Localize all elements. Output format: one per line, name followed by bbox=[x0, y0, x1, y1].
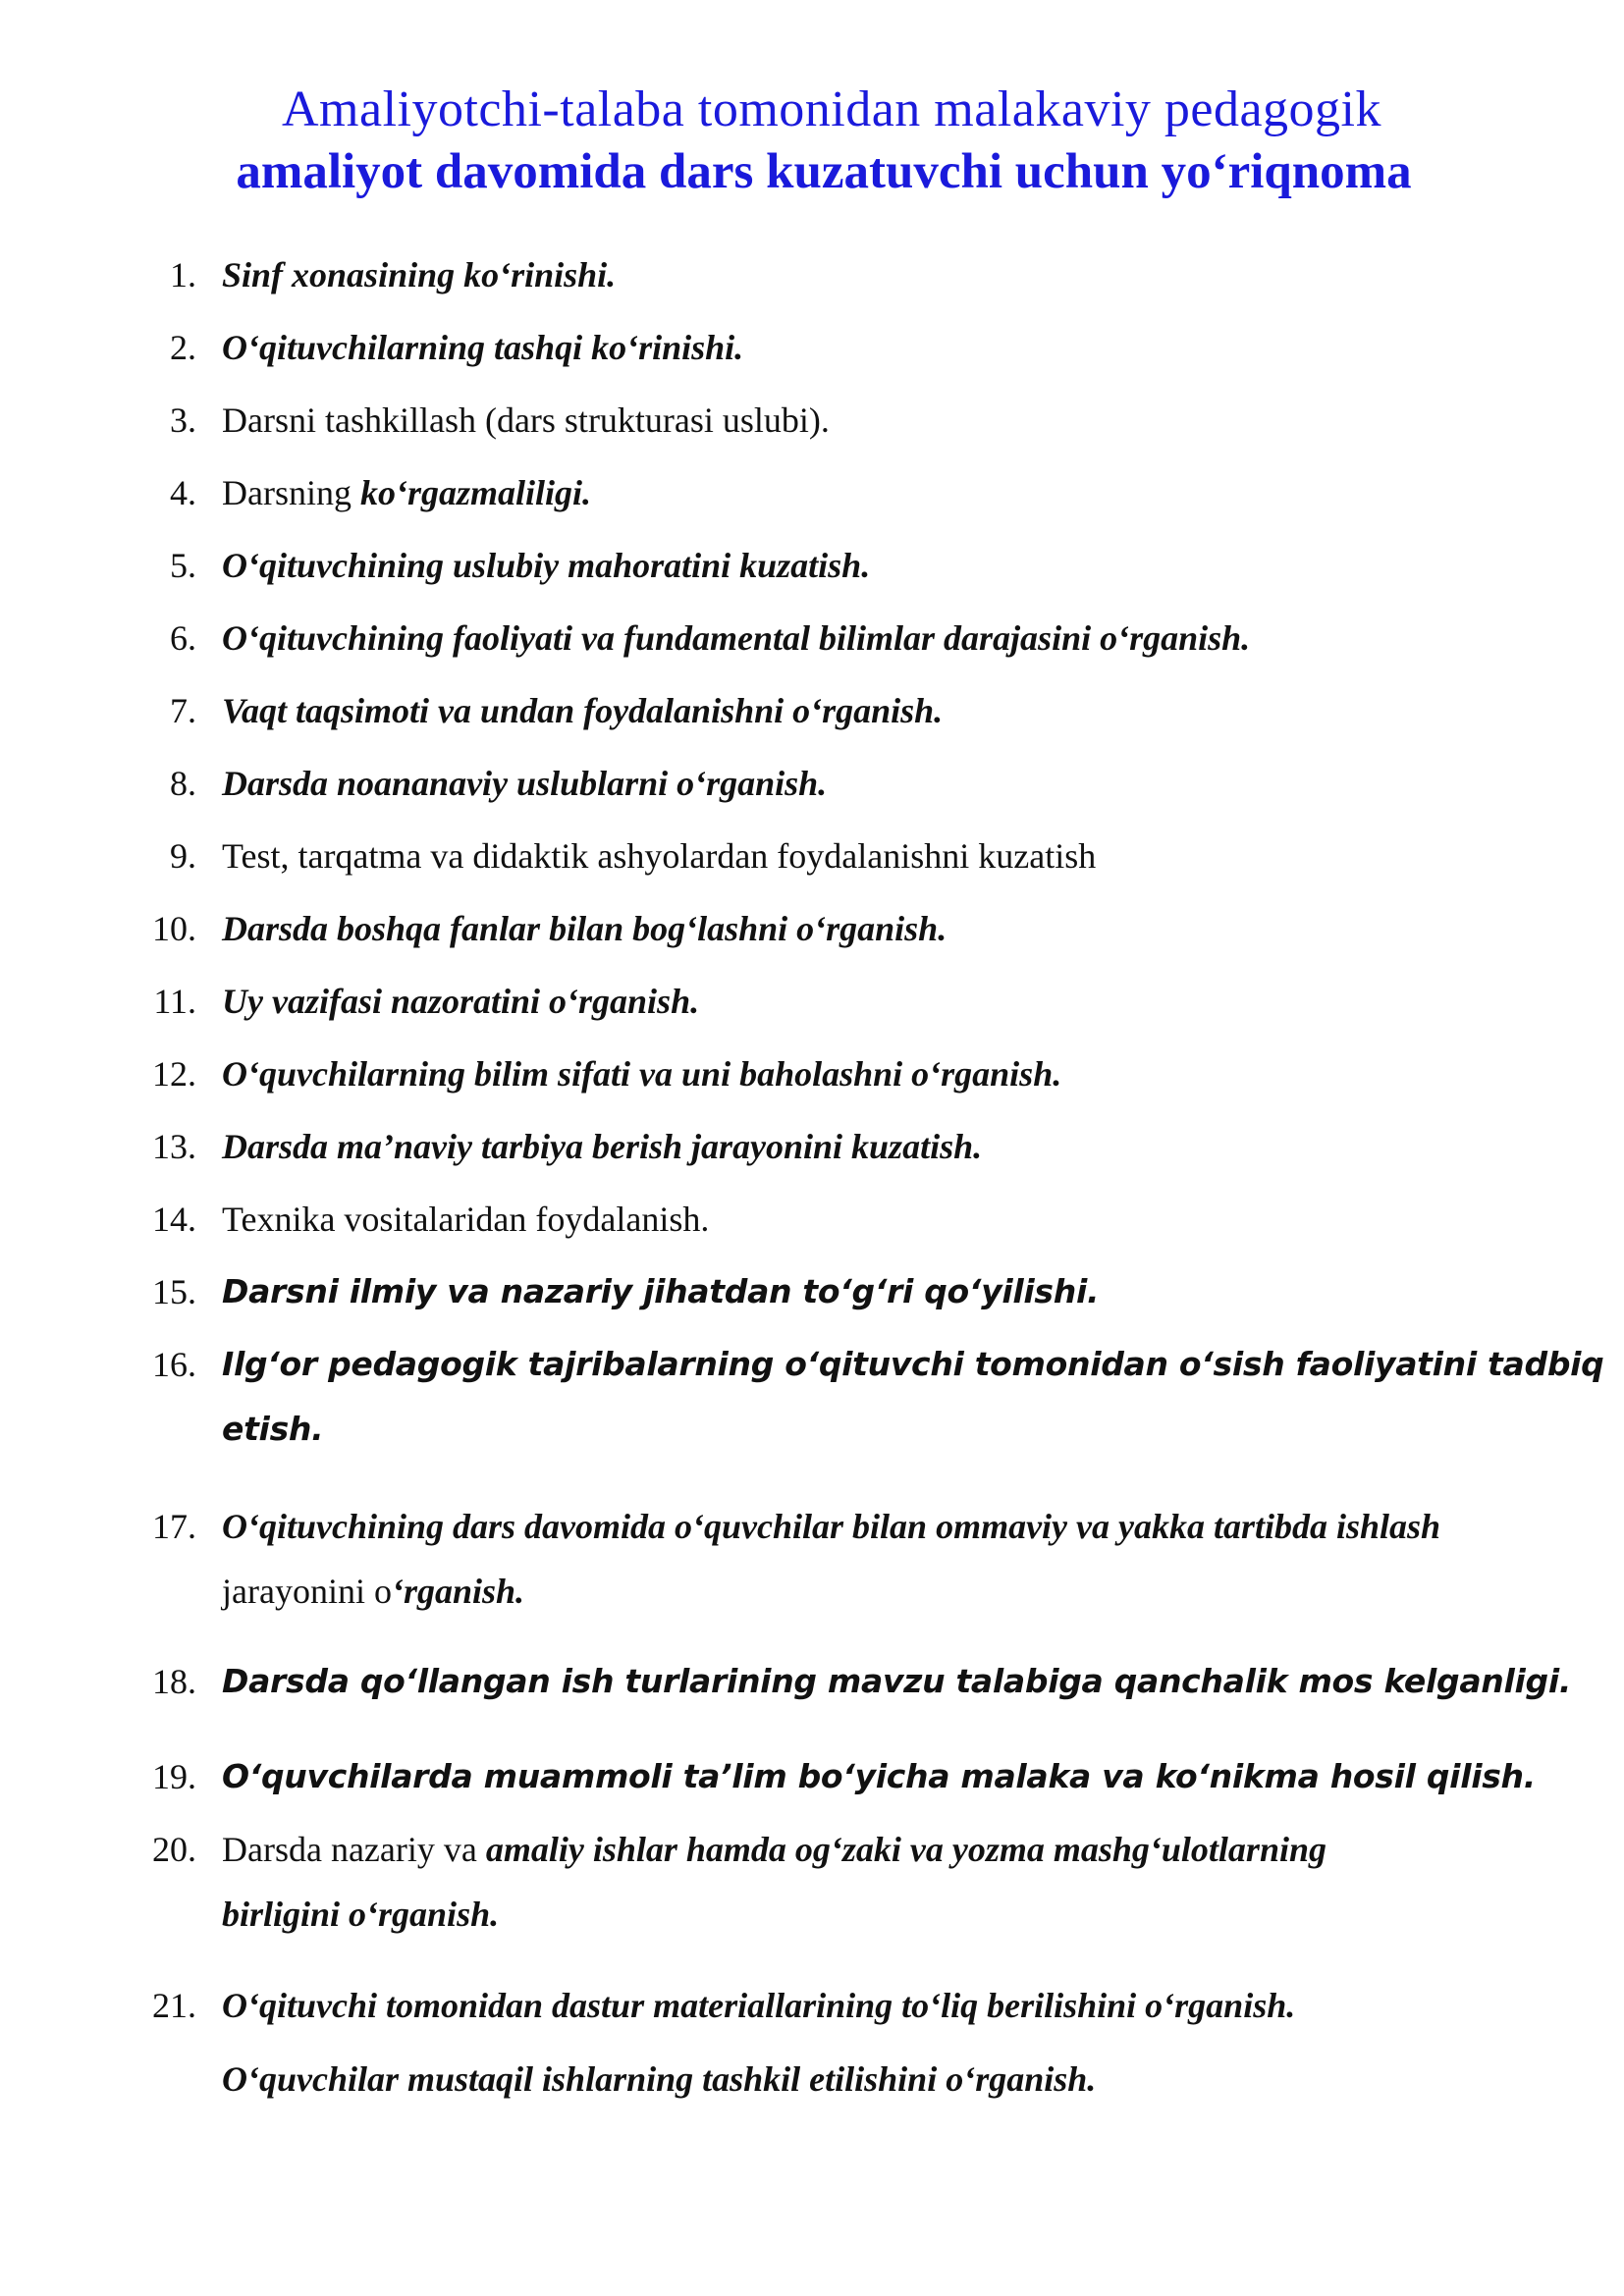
item-text: O‘quvchilarning bilim sifati va uni baholashni o‘rganish. bbox=[222, 1054, 1062, 1094]
item-number: 18. bbox=[152, 1662, 196, 1701]
item-text-bold: amaliy ishlar hamda og‘zaki va yozma mashg‘ulotlarning bbox=[485, 1830, 1326, 1869]
item-text: O‘qituvchi tomonidan dastur materiallarining to‘liq berilishini o‘rganish. bbox=[222, 1986, 1296, 2025]
item-number: 9. bbox=[170, 836, 196, 876]
item-text: O‘qituvchining dars davomida o‘quvchilar bilan ommaviy va yakka tartibda ishlash bbox=[222, 1507, 1441, 1546]
item-text-plain: jarayonini o bbox=[222, 1572, 392, 1611]
item-number: 5. bbox=[170, 546, 196, 585]
title-line-2: amaliyot davomida dars kuzatuvchi uchun yo‘riqnoma bbox=[236, 144, 1412, 199]
item-text: Sinf xonasining ko‘rinishi. bbox=[222, 255, 617, 294]
item-text: Darsda noananaviy uslublarni o‘rganish. bbox=[222, 764, 828, 803]
item-number: 13. bbox=[152, 1127, 196, 1166]
item-text-bold: ‘rganish. bbox=[391, 1572, 525, 1611]
item-text-plain: Darsning bbox=[222, 473, 360, 512]
item-text: O‘qituvchining faoliyati va fundamental bilimlar darajasini o‘rganish. bbox=[222, 618, 1251, 658]
item-number: 3. bbox=[170, 400, 196, 440]
item-number: 12. bbox=[152, 1054, 196, 1094]
item-text: Ilg‘or pedagogik tajribalarning o‘qituvchi tomonidan o‘sish faoliyatini tadbiq bbox=[222, 1345, 1604, 1383]
item-text-continued: birligini o‘rganish. bbox=[222, 1895, 500, 1934]
item-number: 21. bbox=[152, 1986, 196, 2025]
item-text: Darsda qo‘llangan ish turlarining mavzu talabiga qanchalik mos kelganligi. bbox=[222, 1662, 1572, 1700]
item-text: Uy vazifasi nazoratini o‘rganish. bbox=[222, 982, 700, 1021]
item-number: 10. bbox=[152, 909, 196, 948]
item-number: 11. bbox=[153, 982, 196, 1021]
item-text: Vaqt taqsimoti va undan foydalanishni o‘rganish. bbox=[222, 691, 944, 730]
item-number: 7. bbox=[170, 691, 196, 730]
item-number: 19. bbox=[152, 1757, 196, 1796]
item-number: 16. bbox=[152, 1345, 196, 1384]
item-text: Darsda ma’naviy tarbiya berish jarayonini kuzatish. bbox=[222, 1127, 983, 1166]
item-text-continued: O‘quvchilar mustaqil ishlarning tashkil etilishini o‘rganish. bbox=[222, 2059, 1097, 2099]
item-text-continued bbox=[222, 1559, 1557, 1624]
item-number: 17. bbox=[152, 1507, 196, 1546]
item-text: Darsda boshqa fanlar bilan bog‘lashni o‘rganish. bbox=[222, 909, 947, 948]
item-number: 2. bbox=[170, 328, 196, 367]
item-number: 6. bbox=[170, 618, 196, 658]
item-text: Darsni tashkillash (dars strukturasi uslubi). bbox=[222, 400, 830, 440]
item-number: 8. bbox=[170, 764, 196, 803]
item-text: Texnika vositalaridan foydalanish. bbox=[222, 1200, 710, 1239]
item-text bbox=[222, 460, 1557, 525]
item-text: O‘qituvchining uslubiy mahoratini kuzatish. bbox=[222, 546, 871, 585]
item-text: O‘qituvchilarning tashqi ko‘rinishi. bbox=[222, 328, 744, 367]
title-line-1: Amaliyotchi-talaba tomonidan malakaviy pedagogik bbox=[281, 81, 1381, 137]
item-text bbox=[222, 1817, 1557, 1882]
item-text: Darsni ilmiy va nazariy jihatdan to‘g‘ri qo‘yilishi. bbox=[222, 1272, 1100, 1310]
item-text-continued: etish. bbox=[222, 1410, 324, 1448]
item-text-plain: Darsda nazariy va bbox=[222, 1830, 486, 1869]
item-number: 4. bbox=[170, 473, 196, 512]
item-number: 14. bbox=[152, 1200, 196, 1239]
item-number: 15. bbox=[152, 1272, 196, 1311]
item-number: 20. bbox=[152, 1830, 196, 1869]
item-text-bold: ko‘rgazmaliligi. bbox=[359, 473, 592, 512]
item-text: Test, tarqatma va didaktik ashyolardan foydalanishni kuzatish bbox=[222, 836, 1097, 876]
item-text: O‘quvchilarda muammoli ta’lim bo‘yicha malaka va ko‘nikma hosil qilish. bbox=[222, 1757, 1536, 1795]
item-number: 1. bbox=[170, 255, 196, 294]
